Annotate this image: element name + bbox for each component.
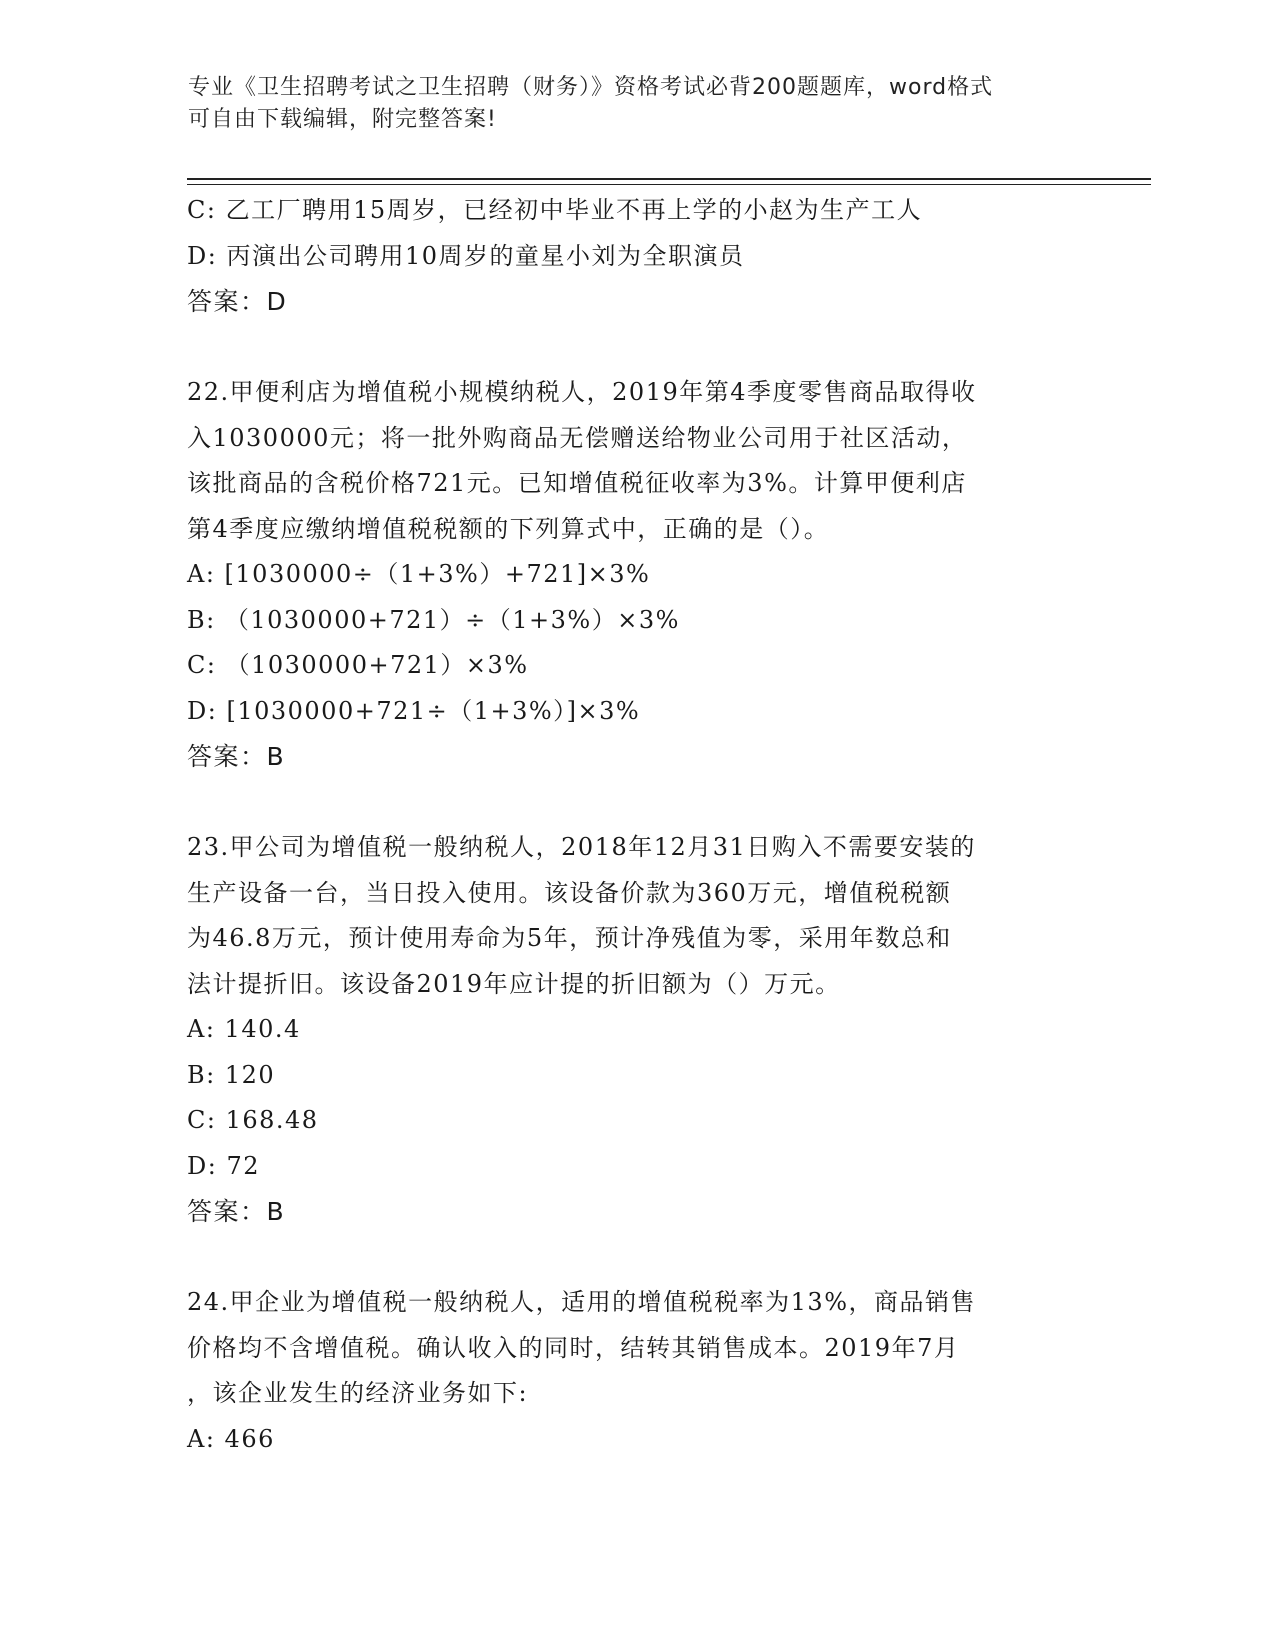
question-text: 24.甲企业为增值税一般纳税人，适用的增值税税率为13%，商品销售 — [187, 1288, 977, 1316]
header-divider-thin — [187, 184, 1151, 185]
option-a: A: 140.4 — [187, 1015, 301, 1043]
option-a: A: 466 — [187, 1424, 275, 1453]
question-text: 为46.8万元，预计使用寿命为5年，预计净残值为零，采用年数总和 — [187, 924, 952, 952]
option-a: A: [1030000÷（1+3%）+721]×3% — [187, 560, 651, 588]
option-d: D: [1030000+721÷（1+3%）]×3% — [187, 696, 641, 725]
answer: 答案：D — [187, 287, 288, 316]
header-line-2: 可自由下载编辑，附完整答案! — [188, 107, 497, 132]
question-24 — [187, 1280, 1087, 1462]
option-d: D: 丙演出公司聘用10周岁的童星小刘为全职演员 — [187, 241, 745, 270]
header-divider-thick — [187, 178, 1151, 180]
option-b: B: 120 — [187, 1060, 276, 1089]
question-list — [187, 188, 1087, 1462]
question-text: 法计提折旧。该设备2019年应计提的折旧额为（）万元。 — [187, 969, 841, 998]
answer: 答案：B — [187, 742, 286, 771]
answer: 答案：B — [187, 1197, 286, 1226]
question-text: 价格均不含增值税。确认收入的同时，结转其销售成本。2019年7月 — [187, 1333, 960, 1362]
question-text: 23.甲公司为增值税一般纳税人，2018年12月31日购入不需要安装的 — [187, 833, 976, 861]
question-text: 生产设备一台，当日投入使用。该设备价款为360万元，增值税税额 — [187, 878, 952, 907]
option-b: B: （1030000+721）÷（1+3%）×3% — [187, 605, 680, 634]
option-c: C: 乙工厂聘用15周岁，已经初中毕业不再上学的小赵为生产工人 — [187, 196, 923, 224]
question-23 — [187, 825, 1087, 1235]
question-text: 第4季度应缴纳增值税税额的下列算式中，正确的是（）。 — [187, 514, 830, 543]
option-d: D: 72 — [187, 1151, 260, 1180]
option-c: C: （1030000+721）×3% — [187, 651, 529, 679]
spacer — [187, 780, 1087, 826]
header-line-1: 专业《卫生招聘考试之卫生招聘（财务）》资格考试必背200题题库，word格式 — [188, 75, 994, 100]
question-text: 入1030000元；将一批外购商品无偿赠送给物业公司用于社区活动， — [187, 423, 968, 452]
question-text: 该批商品的含税价格721元。已知增值税征收率为3%。计算甲便利店 — [187, 469, 967, 497]
spacer — [187, 325, 1087, 371]
question-21 — [187, 188, 1087, 325]
question-text: 22.甲便利店为增值税小规模纳税人，2019年第4季度零售商品取得收 — [187, 378, 977, 406]
page-header — [188, 72, 1088, 136]
question-text: ，该企业发生的经济业务如下: — [187, 1379, 529, 1407]
option-c: C: 168.48 — [187, 1106, 319, 1134]
question-22 — [187, 370, 1087, 780]
spacer — [187, 1235, 1087, 1281]
